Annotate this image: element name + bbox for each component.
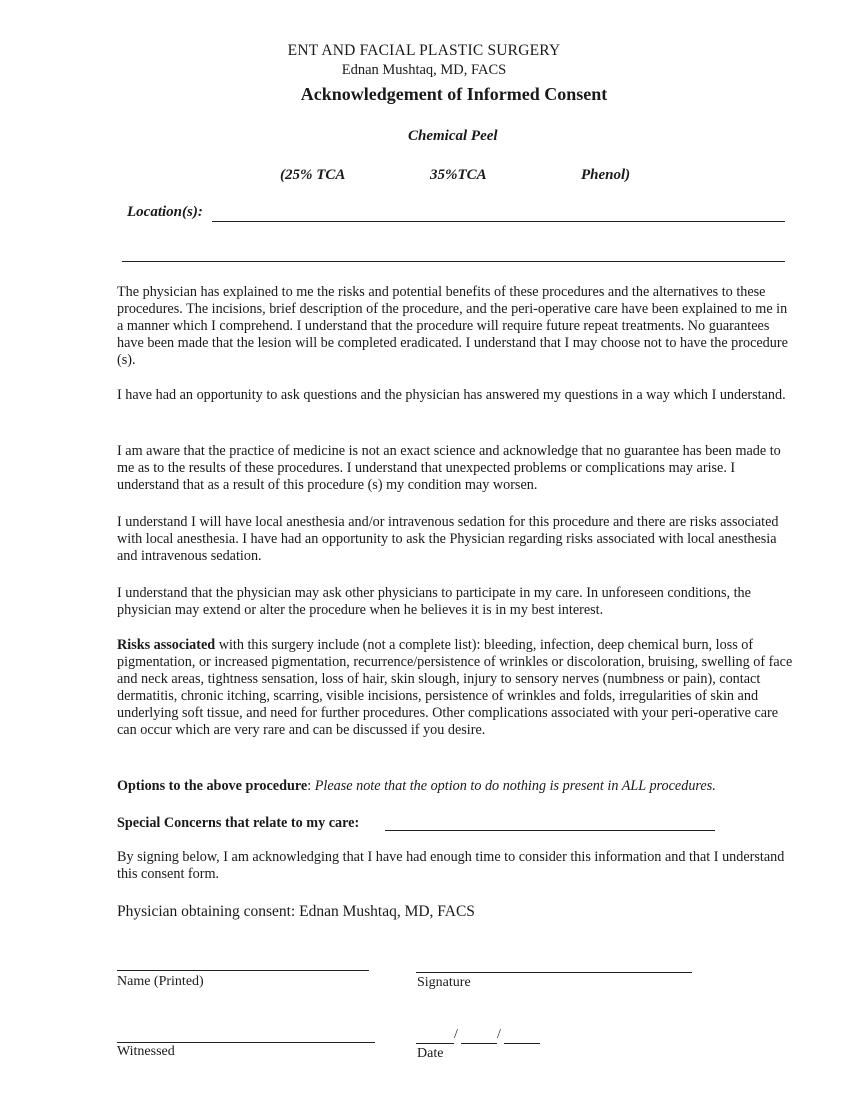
paragraph-risks-benefits: The physician has explained to me the risks and potential benefits of these procedures and the alternatives to these procedures. The incisions, brief description of the procedure, and the peri-operative care have been explained to me in a manner which I comprehend. I understand that the procedure will require future repeat treatments. No guarantees have been made that the lesion will be completed eradicated. I understand that I may choose not to have the procedure (s). [117, 284, 788, 368]
paragraph-other-physicians: I understand that the physician may ask other physicians to participate in my care. In unforeseen conditions, the physician may extend or alter the procedure when he believes it is in my best interest. [117, 585, 751, 618]
procedure-option-tca35: 35%TCA [430, 167, 487, 183]
physician-name: Ednan Mushtaq, MD, FACS [341, 62, 507, 78]
practice-name: ENT AND FACIAL PLASTIC SURGERY [287, 42, 561, 59]
procedure-option-tca25: (25% TCA [280, 167, 346, 183]
date-month-line[interactable] [416, 1043, 454, 1044]
paragraph-risks [117, 637, 797, 739]
signature-line[interactable] [416, 972, 692, 973]
procedure-name: Chemical Peel [408, 128, 498, 144]
risks-body: with this surgery include (not a complete list): bleeding, infection, deep chemical burn, loss of pigmentation, or increased pigmentation, recurrence/persistence of wrinkles or discoloration, bruising, swelling of face and neck areas, tightness sensation, loss of hair, skin slough, injury to sensory nerves (numbness or pain), contact dermatitis, chronic itching, scarring, visible incisions, persistence of wrinkles and folds, irregularities of skin and underlying soft tissue, and need for further procedures. Other complications associated with your peri-operative care can occur which are very rare and can be discussed if you desire. [117, 637, 793, 738]
options-heading: Options to the above procedure [117, 778, 308, 794]
location-field-line-2[interactable] [122, 261, 785, 262]
paragraph-anesthesia: I understand I will have local anesthesia and/or intravenous sedation for this procedure and there are risks associated with local anesthesia. I have had an opportunity to ask the Physician regarding risks associated with local anesthesia and intravenous sedation. [117, 514, 779, 564]
procedure-option-phenol: Phenol) [581, 167, 631, 183]
paragraph-no-guarantee: I am aware that the practice of medicine is not an exact science and acknowledge that no guarantee has been made to me as to the results of these procedures. I understand that unexpected problems or complications may arise. I understand that as a result of this procedure (s) my condition may worsen. [117, 443, 781, 493]
name-printed-label: Name (Printed) [117, 974, 204, 989]
risks-heading: Risks associated [117, 637, 216, 653]
date-label: Date [417, 1046, 444, 1061]
paragraph-questions: I have had an opportunity to ask questions and the physician has answered my questions in a way which I understand. [117, 387, 786, 403]
date-day-line[interactable] [461, 1043, 497, 1044]
page-title: Acknowledgement of Informed Consent [300, 84, 608, 104]
witnessed-line[interactable] [117, 1042, 375, 1043]
special-concerns-field[interactable] [385, 830, 715, 831]
location-field-line-1[interactable] [212, 221, 785, 222]
location-label: Location(s): [127, 204, 203, 220]
paragraph-signing: By signing below, I am acknowledging that I have had enough time to consider this information and that I understand this consent form. [117, 849, 785, 882]
witnessed-label: Witnessed [117, 1044, 175, 1059]
consent-physician: Physician obtaining consent: Ednan Mushtaq, MD, FACS [117, 903, 475, 920]
date-year-line[interactable] [504, 1043, 540, 1044]
name-printed-line[interactable] [117, 970, 369, 971]
special-concerns-label: Special Concerns that relate to my care: [117, 815, 360, 831]
paragraph-options [117, 778, 797, 795]
date-separator-1: / [454, 1027, 458, 1042]
options-colon: : [307, 778, 312, 794]
signature-label: Signature [417, 975, 471, 990]
options-body: Please note that the option to do nothing is present in ALL procedures. [311, 778, 716, 794]
date-separator-2: / [497, 1027, 501, 1042]
